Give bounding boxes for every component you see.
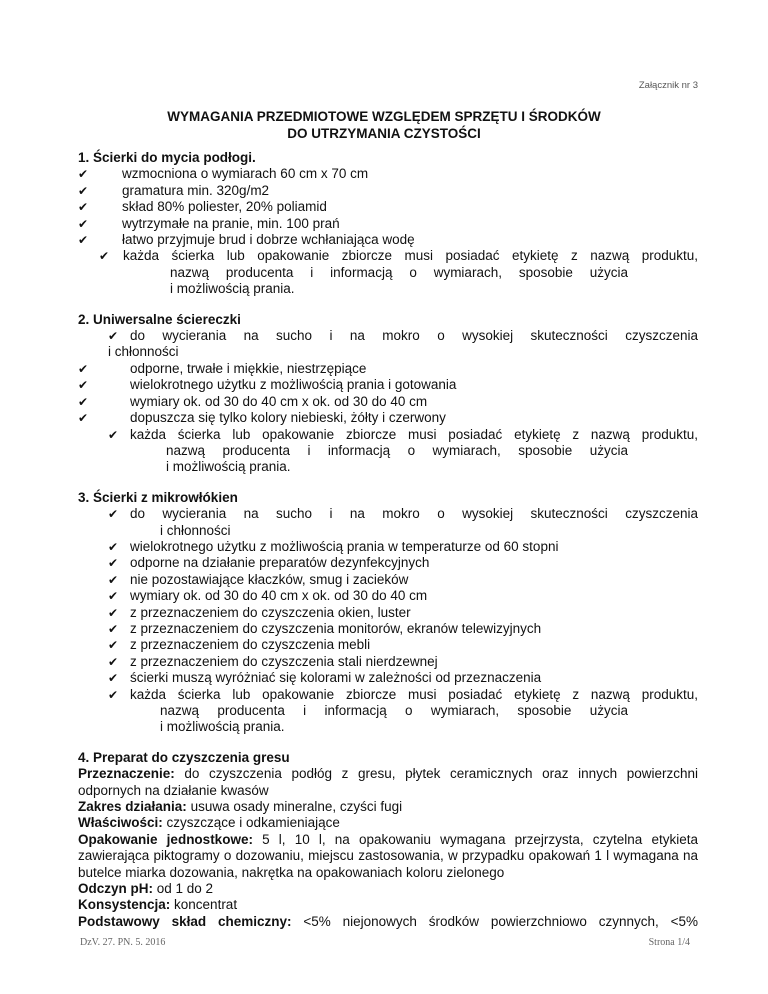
check-icon: ✔	[99, 249, 110, 264]
field-label: Konsystencja:	[78, 897, 171, 913]
field-label: Opakowanie jednostkowe:	[78, 831, 253, 847]
list-item-text: z przeznaczeniem do czyszczenia monitorów, ekranów telewizyjnych	[130, 620, 542, 636]
check-icon: ✔	[108, 556, 119, 571]
section-heading: 2. Uniwersalne ściereczki	[78, 311, 241, 327]
check-icon: ✔	[108, 621, 119, 636]
list-item-text: nazwą producenta i informacją o wymiarach, sposobie użycia	[166, 442, 628, 458]
field-value: usuwa osady mineralne, czyści fugi	[186, 799, 403, 815]
check-icon: ✔	[108, 654, 119, 669]
list-item	[78, 539, 698, 555]
section-heading: 1. Ścierki do mycia podłogi.	[78, 150, 256, 165]
check-icon: ✔	[108, 638, 119, 653]
list-item	[78, 605, 698, 621]
list-item-text: ścierki muszą wyróżniać się kolorami w zależności od przeznaczenia	[130, 670, 542, 686]
check-icon: ✔	[78, 394, 89, 409]
check-icon: ✔	[108, 329, 119, 344]
check-icon: ✔	[108, 589, 119, 604]
check-icon: ✔	[108, 427, 119, 442]
list-item	[78, 377, 698, 393]
list-item-text: dopuszcza się tylko kolory niebieski, żółty i czerwony	[130, 410, 446, 426]
list-item-text: każda ścierka lub opakowanie zbiorcze musi posiadać etykietę z nazwą produktu,	[123, 248, 698, 264]
list-item	[78, 427, 698, 476]
check-icon: ✔	[78, 378, 89, 393]
list-item-text: wymiary ok. od 30 do 40 cm x ok. od 30 do 40 cm	[130, 588, 428, 604]
list-item-text: z przeznaczeniem do czyszczenia mebli	[130, 637, 371, 653]
field-label: Właściwości:	[78, 815, 163, 831]
title-line-2: DO UTRZYMANIA CZYSTOŚCI	[287, 126, 481, 141]
list-item-text: wytrzymałe na pranie, min. 100 prań	[122, 215, 340, 231]
field-value: koncentrat	[170, 897, 238, 913]
list-item-text: nazwą producenta i informacją o wymiarach, sposobie użycia	[160, 703, 628, 718]
field-value: od 1 do 2	[153, 881, 214, 897]
requirements-list	[78, 506, 698, 736]
list-item-text: i możliwością prania.	[170, 281, 295, 297]
check-icon: ✔	[108, 572, 119, 587]
field-paragraph	[78, 799, 698, 815]
field-label: Zakres działania:	[78, 799, 187, 815]
list-item-text: nie pozostawiające kłaczków, smug i zacieków	[130, 571, 409, 587]
footer-document-id: DzV. 27. PN. 5. 2016	[80, 937, 166, 948]
section-universal-cloths	[78, 312, 698, 476]
field-label: Podstawowy skład chemiczny:	[78, 913, 292, 929]
field-paragraph	[78, 815, 698, 831]
list-item-text: gramatura min. 320g/m2	[122, 182, 270, 198]
section-microfiber-cloths	[78, 490, 698, 736]
check-icon: ✔	[78, 361, 89, 376]
field-paragraph	[78, 832, 698, 881]
field-value: <5% niejonowych środków powierzchniowo czynnych, <5%	[291, 913, 698, 929]
list-item	[78, 621, 698, 637]
list-item	[78, 506, 698, 539]
list-item-text: odporne, trwałe i miękkie, niestrzępiące	[130, 360, 367, 376]
section-grout-cleaner	[78, 750, 698, 930]
field-paragraph	[78, 766, 698, 799]
list-item	[78, 328, 698, 361]
field-paragraph	[78, 881, 698, 897]
title-line-1: WYMAGANIA PRZEDMIOTOWE WZGLĘDEM SPRZĘTU I ŚRODKÓW	[167, 109, 601, 124]
list-item	[78, 394, 698, 410]
list-item-text: do wycierania na sucho i na mokro o wysokiej skuteczności czyszczenia	[130, 506, 698, 522]
list-item-text: łatwo przyjmuje brud i dobrze wchłaniająca wodę	[122, 232, 415, 248]
list-item	[78, 232, 698, 248]
check-icon: ✔	[108, 605, 119, 620]
annex-label: Załącznik nr 3	[638, 80, 698, 91]
section-heading: 4. Preparat do czyszczenia gresu	[78, 749, 290, 765]
check-icon: ✔	[78, 233, 89, 248]
field-paragraph	[78, 914, 698, 930]
list-item	[78, 572, 698, 588]
list-item-text: i możliwością prania.	[160, 719, 285, 735]
list-item-text: wielokrotnego użytku z możliwością prania w temperaturze od 60 stopni	[130, 538, 559, 554]
field-value: 5 l, 10 l, na opakowaniu wymagana przejrzysta, czytelna etykieta zawierająca piktogramy o dozowaniu, miejscu zastosowania, w przypadku opakowań 1 l wymagana na butelce miarka dozowania, nakrętka na opakowaniach koloru zielonego	[78, 831, 698, 880]
list-item	[78, 555, 698, 571]
check-icon: ✔	[78, 183, 89, 198]
list-item-text: wzmocniona o wymiarach 60 cm x 70 cm	[122, 166, 369, 182]
section-floor-cloths	[78, 150, 698, 298]
list-item-text: nazwą producenta i informacją o wymiarach, sposobie użycia	[170, 264, 628, 280]
footer-page-number: Strona 1/4	[648, 937, 690, 948]
list-item	[78, 248, 698, 297]
list-item-text: i chłonności	[108, 344, 179, 360]
list-item-text: z przeznaczeniem do czyszczenia stali nierdzewnej	[130, 653, 438, 669]
check-icon: ✔	[78, 167, 89, 182]
check-icon: ✔	[78, 216, 89, 231]
field-label: Odczyn pH:	[78, 881, 154, 897]
field-paragraph	[78, 897, 698, 913]
check-icon: ✔	[78, 411, 89, 426]
requirements-list	[78, 166, 698, 297]
list-item-text: skład 80% poliester, 20% poliamid	[122, 199, 327, 215]
list-item	[78, 670, 698, 686]
list-item-text: każda ścierka lub opakowanie zbiorcze musi posiadać etykietę z nazwą produktu,	[130, 686, 698, 702]
requirements-list	[78, 328, 698, 476]
check-icon: ✔	[108, 671, 119, 686]
list-item	[78, 410, 698, 426]
list-item	[78, 199, 698, 215]
list-item	[78, 166, 698, 182]
check-icon: ✔	[78, 200, 89, 215]
list-item	[78, 637, 698, 653]
list-item	[78, 687, 698, 736]
list-item-text: z przeznaczeniem do czyszczenia okien, luster	[130, 604, 411, 620]
list-item-text: każda ścierka lub opakowanie zbiorcze musi posiadać etykietę z nazwą produktu,	[130, 426, 698, 442]
list-item	[78, 361, 698, 377]
list-item	[78, 588, 698, 604]
list-item	[78, 183, 698, 199]
document-title	[0, 108, 768, 142]
list-item-text: odporne na działanie preparatów dezynfekcyjnych	[130, 555, 430, 571]
list-item-text: wielokrotnego użytku z możliwością prania i gotowania	[130, 377, 457, 393]
list-item-text: do wycierania na sucho i na mokro o wysokiej skuteczności czyszczenia	[130, 328, 698, 344]
list-item	[78, 654, 698, 670]
list-item-text: i chłonności	[160, 522, 231, 538]
section-heading: 3. Ścierki z mikrowłókien	[78, 489, 238, 505]
list-item	[78, 216, 698, 232]
check-icon: ✔	[108, 507, 119, 522]
list-item-text: wymiary ok. od 30 do 40 cm x ok. od 30 do 40 cm	[130, 393, 428, 409]
list-item-text: i możliwością prania.	[166, 459, 291, 475]
check-icon: ✔	[108, 539, 119, 554]
field-value: czyszczące i odkamieniające	[162, 815, 340, 831]
document-body	[78, 150, 698, 944]
field-label: Przeznaczenie:	[78, 766, 175, 782]
check-icon: ✔	[108, 687, 119, 702]
field-value: do czyszczenia podłóg z gresu, płytek ceramicznych oraz innych powierzchni odpornych na działanie kwasów	[78, 766, 698, 798]
